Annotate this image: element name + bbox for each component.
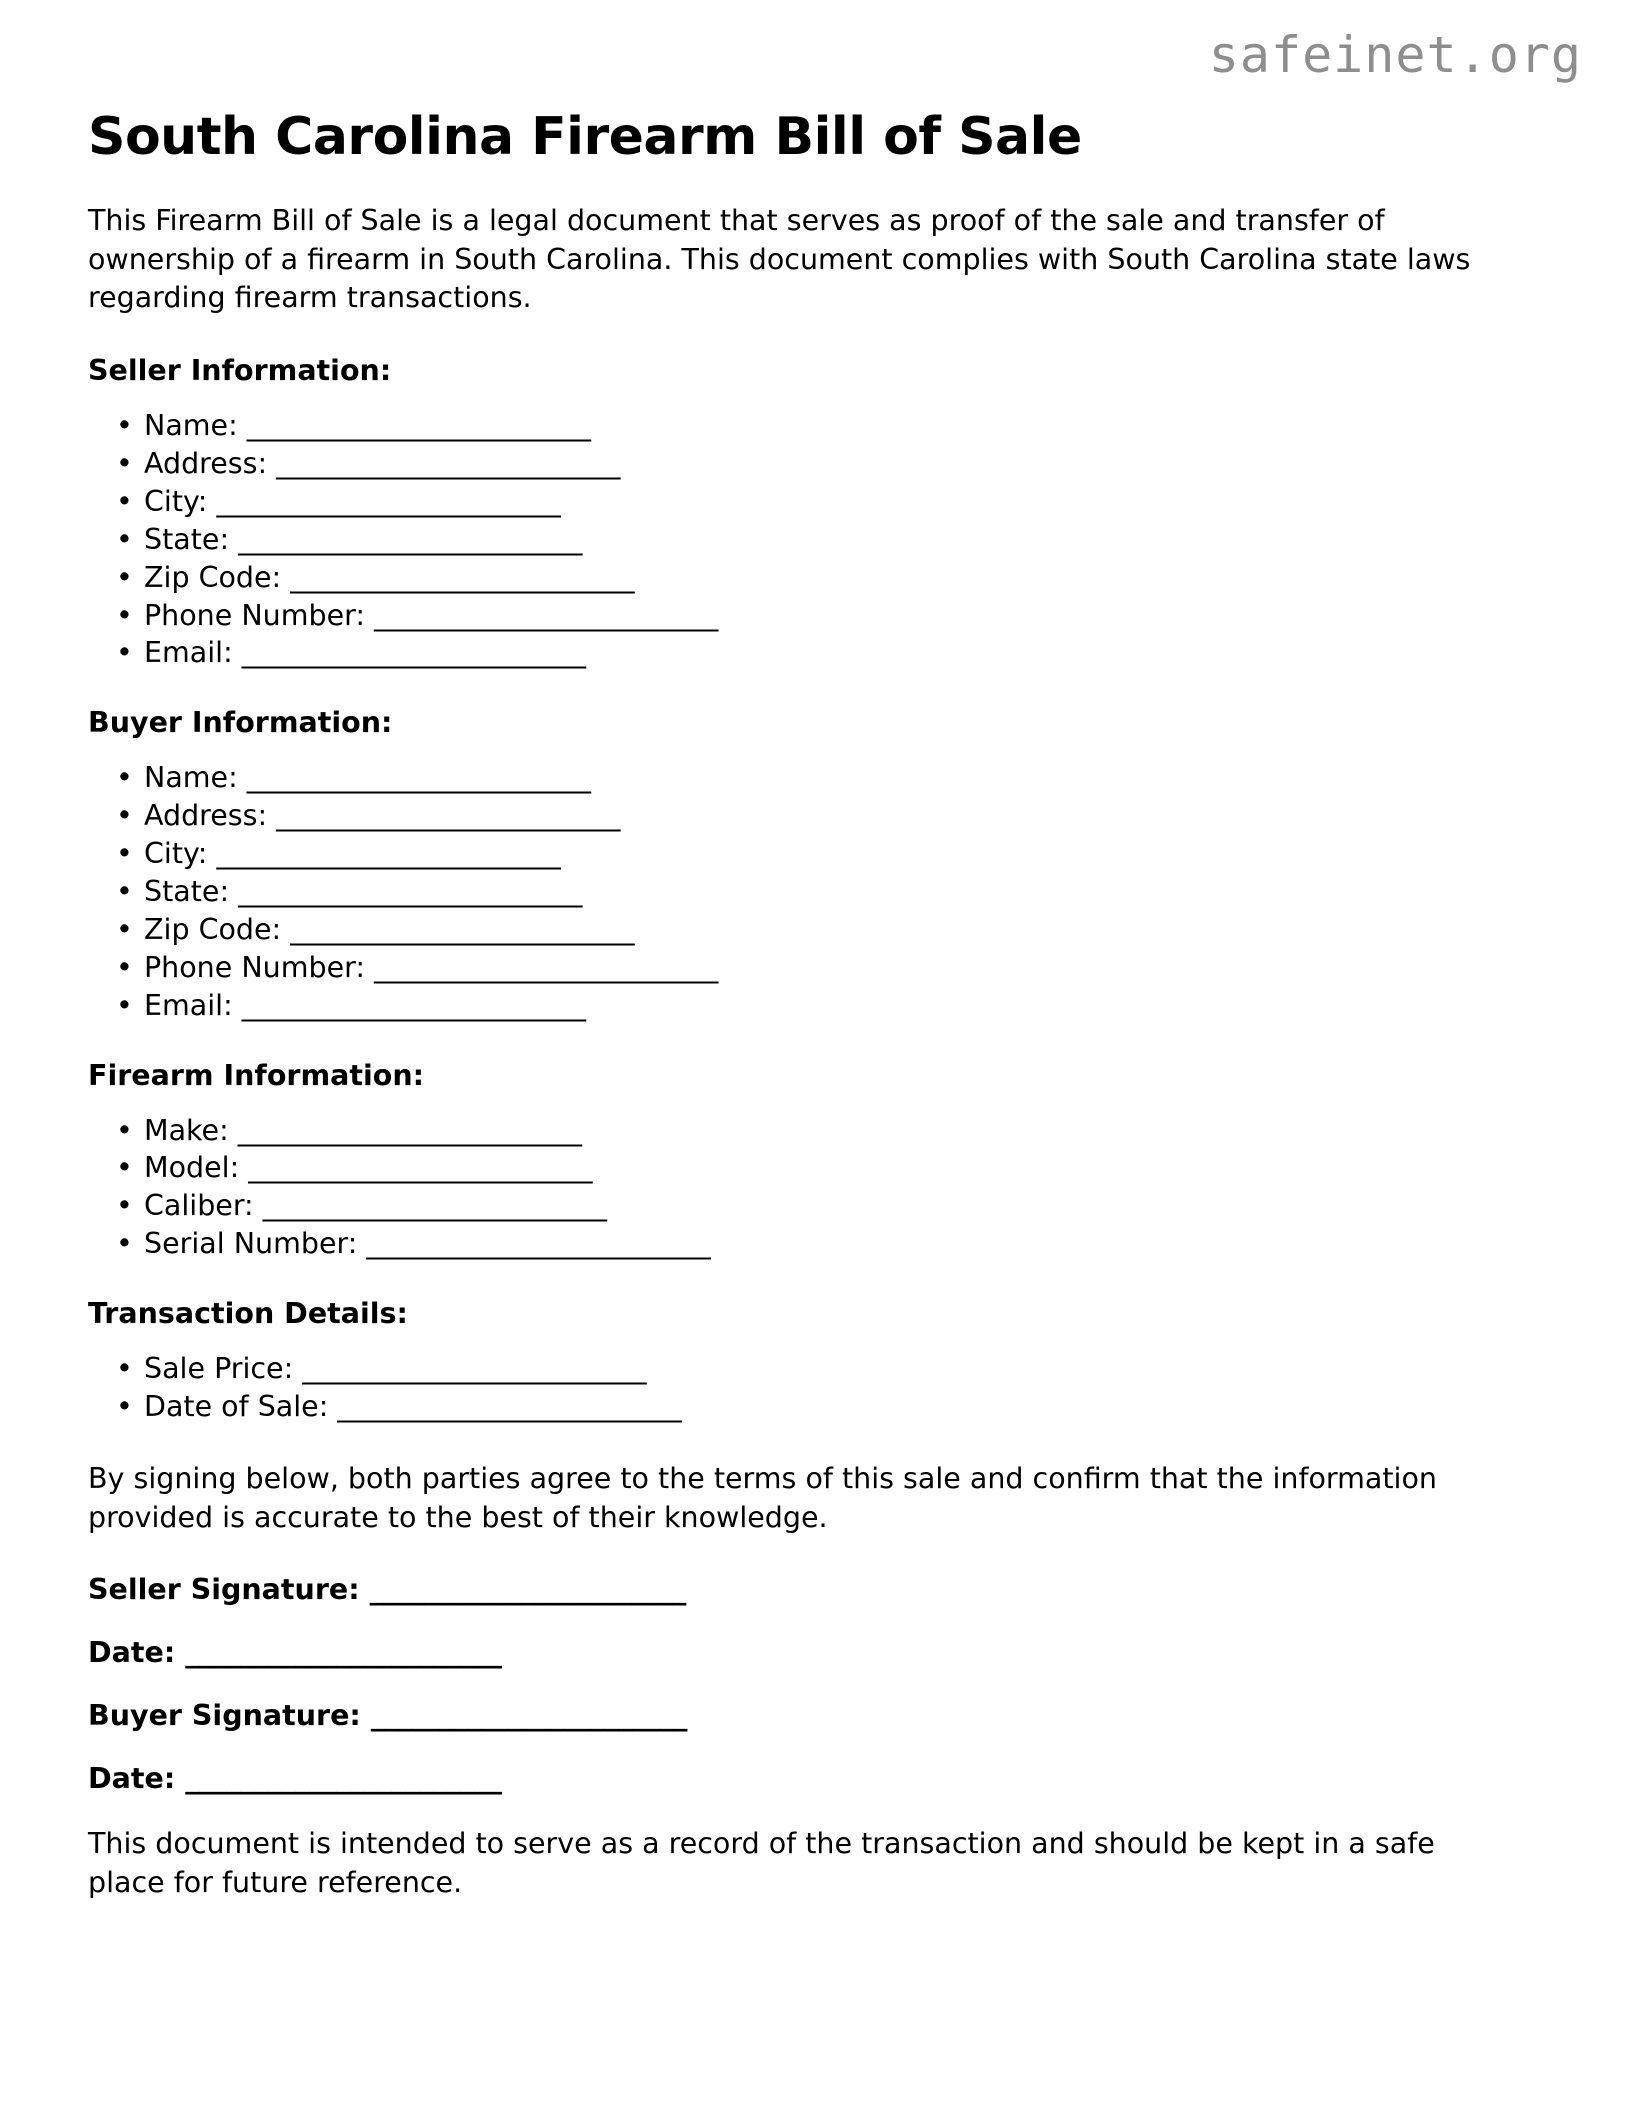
field-row xyxy=(144,949,1508,987)
field-label: Sale Price: xyxy=(144,1352,294,1386)
field-blank-line[interactable]: _________________________ xyxy=(248,1151,592,1185)
buyer-information-fields xyxy=(88,759,1508,1024)
field-blank-line[interactable]: _________________________ xyxy=(241,988,586,1022)
page-title: South Carolina Firearm Bill of Sale xyxy=(88,107,1082,167)
field-blank-line[interactable]: _________________________ xyxy=(262,1189,607,1223)
signature-row xyxy=(88,1573,1508,1606)
field-label: Zip Code: xyxy=(144,560,282,594)
field-row xyxy=(144,597,1508,635)
signature-blank-line[interactable]: _______________________ xyxy=(185,1636,502,1670)
field-row xyxy=(144,987,1508,1025)
field-row xyxy=(144,559,1508,597)
field-label: Email: xyxy=(144,636,233,670)
site-watermark: safeinet.org xyxy=(1208,26,1582,84)
field-row xyxy=(144,797,1508,835)
field-row xyxy=(144,873,1508,911)
field-row xyxy=(144,634,1508,672)
field-row xyxy=(144,407,1508,445)
firearm-information-fields xyxy=(88,1112,1508,1264)
field-row xyxy=(144,759,1508,797)
field-row xyxy=(144,835,1508,873)
field-blank-line[interactable]: _________________________ xyxy=(290,912,634,946)
field-row xyxy=(144,911,1508,949)
field-blank-line[interactable]: _________________________ xyxy=(216,837,561,871)
transaction-details-fields xyxy=(88,1350,1508,1426)
field-row xyxy=(144,1388,1508,1426)
field-row xyxy=(144,1225,1508,1263)
field-label: Address: xyxy=(144,446,268,480)
field-blank-line[interactable]: _________________________ xyxy=(238,522,582,556)
field-label: Date of Sale: xyxy=(144,1389,329,1423)
field-label: Phone Number: xyxy=(144,950,365,984)
field-blank-line[interactable]: _________________________ xyxy=(366,1227,711,1261)
seller-information-fields xyxy=(88,407,1508,672)
field-row xyxy=(144,1187,1508,1225)
field-label: Make: xyxy=(144,1113,229,1147)
field-blank-line[interactable]: _________________________ xyxy=(276,446,620,480)
field-blank-line[interactable]: _________________________ xyxy=(374,950,718,984)
signature-label: Buyer Signature: xyxy=(88,1699,361,1733)
field-blank-line[interactable]: _________________________ xyxy=(337,1389,682,1423)
field-blank-line[interactable]: _________________________ xyxy=(237,1113,582,1147)
field-label: City: xyxy=(144,484,208,518)
field-blank-line[interactable]: _________________________ xyxy=(290,560,634,594)
signature-row xyxy=(88,1699,1508,1732)
field-row xyxy=(144,445,1508,483)
signature-row xyxy=(88,1636,1508,1669)
field-label: Caliber: xyxy=(144,1189,254,1223)
field-label: State: xyxy=(144,874,230,908)
field-blank-line[interactable]: _________________________ xyxy=(276,799,620,833)
field-blank-line[interactable]: _________________________ xyxy=(238,874,582,908)
field-label: Phone Number: xyxy=(144,598,365,632)
signature-label: Date: xyxy=(88,1636,176,1670)
closing-paragraph: This document is intended to serve as a record of the transaction and should be kept in a safe place for future reference. xyxy=(88,1827,1435,1900)
field-label: Serial Number: xyxy=(144,1227,358,1261)
field-row xyxy=(144,1112,1508,1150)
field-blank-line[interactable]: _________________________ xyxy=(241,636,586,670)
field-label: State: xyxy=(144,522,230,556)
signature-blank-line[interactable]: _______________________ xyxy=(370,1699,687,1733)
field-blank-line[interactable]: _________________________ xyxy=(246,761,591,795)
field-blank-line[interactable]: _________________________ xyxy=(246,409,591,443)
field-label: Model: xyxy=(144,1151,240,1185)
signature-row xyxy=(88,1762,1508,1795)
field-label: Zip Code: xyxy=(144,912,282,946)
signature-blank-line[interactable]: _______________________ xyxy=(185,1762,502,1796)
field-label: City: xyxy=(144,837,208,871)
firearm-information-heading: Firearm Information: xyxy=(88,1058,425,1092)
field-row xyxy=(144,483,1508,521)
field-label: Email: xyxy=(144,988,233,1022)
field-row xyxy=(144,521,1508,559)
intro-paragraph: This Firearm Bill of Sale is a legal document that serves as proof of the sale and transfer of ownership of a firearm in South Carolina. This document complies with South Carolina state laws regarding firearm transactions. xyxy=(88,203,1471,315)
field-blank-line[interactable]: _________________________ xyxy=(216,484,561,518)
field-row xyxy=(144,1149,1508,1187)
seller-information-heading: Seller Information: xyxy=(88,354,392,388)
field-row xyxy=(144,1350,1508,1388)
transaction-details-heading: Transaction Details: xyxy=(88,1297,408,1331)
signature-block xyxy=(88,1573,1508,1795)
field-label: Address: xyxy=(144,799,268,833)
signature-label: Date: xyxy=(88,1762,176,1796)
field-label: Name: xyxy=(144,761,238,795)
buyer-information-heading: Buyer Information: xyxy=(88,706,393,740)
field-label: Name: xyxy=(144,409,238,443)
document-body xyxy=(88,108,1508,1939)
field-blank-line[interactable]: _________________________ xyxy=(302,1352,647,1386)
signature-label: Seller Signature: xyxy=(88,1573,360,1607)
field-blank-line[interactable]: _________________________ xyxy=(374,598,718,632)
signature-blank-line[interactable]: _______________________ xyxy=(369,1573,686,1607)
signing-agreement-paragraph: By signing below, both parties agree to the terms of this sale and confirm that the information provided is accurate to the best of their knowledge. xyxy=(88,1461,1437,1534)
